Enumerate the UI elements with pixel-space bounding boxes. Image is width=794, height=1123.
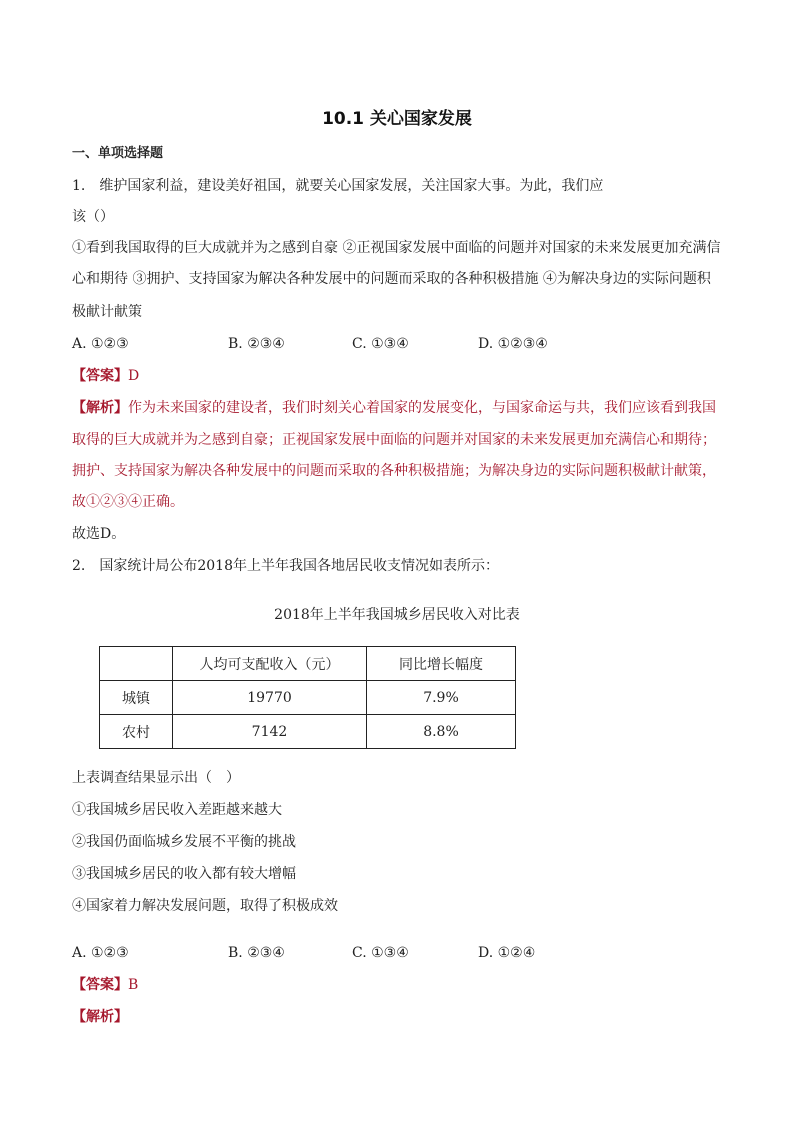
- q1-conclusion: 故选D。: [72, 526, 126, 542]
- row-income: 7142: [173, 715, 367, 749]
- q2-answer-tag: 【答案】: [72, 977, 128, 993]
- table-header-empty: [100, 647, 173, 681]
- q2-answer: [72, 975, 138, 995]
- q2-analysis-tag: 【解析】: [72, 1009, 128, 1025]
- q1-analysis-line-1: [72, 398, 716, 418]
- q1-option-a: A. ①②③: [72, 336, 129, 352]
- q2-analysis: [72, 1007, 128, 1027]
- q2-prompt: 上表调查结果显示出（ ）: [72, 770, 240, 786]
- q1-statements-line-3: 极献计献策: [72, 304, 142, 320]
- q1-stem-line-2: 该（）: [72, 209, 114, 225]
- section-heading: 一、单项选择题: [72, 146, 164, 161]
- row-growth: 7.9%: [367, 681, 516, 715]
- table-header-growth: 同比增长幅度: [367, 647, 516, 681]
- q2-stem: 2. 国家统计局公布2018年上半年我国各地居民收支情况如表所示：: [72, 558, 499, 574]
- q2-option-c: C. ①③④: [352, 945, 409, 961]
- q1-statements-line-1: ①看到我国取得的巨大成就并为之感到自豪 ②正视国家发展中面临的问题并对国家的未来发展更加充满信: [72, 240, 721, 256]
- q2-statement-4: ④国家着力解决发展问题，取得了积极成效: [72, 898, 338, 914]
- q2-option-b: B. ②③④: [228, 945, 285, 961]
- table-header-row: [100, 647, 516, 681]
- q2-statement-3: ③我国城乡居民的收入都有较大增幅: [72, 866, 296, 882]
- q1-answer-value: D: [128, 368, 140, 384]
- q1-option-c: C. ①③④: [352, 336, 409, 352]
- q2-statement-1: ①我国城乡居民收入差距越来越大: [72, 802, 282, 818]
- q1-analysis-tag: 【解析】: [72, 400, 128, 416]
- q1-stem-line-1: 1. 维护国家利益，建设美好祖国，就要关心国家发展，关注国家大事。为此，我们应: [72, 178, 604, 194]
- q1-statements-line-2: 心和期待 ③拥护、支持国家为解决各种发展中的问题而采取的各种积极措施 ④为解决身边的实际问题积: [72, 271, 711, 287]
- table-row: [100, 715, 516, 749]
- page-title: 10.1 关心国家发展: [322, 109, 472, 129]
- q1-analysis-line-3: 拥护、支持国家为解决各种发展中的问题而采取的各种积极措施；为解决身边的实际问题积极献计献策，: [72, 463, 716, 479]
- q1-analysis-line-2: 取得的巨大成就并为之感到自豪；正视国家发展中面临的问题并对国家的未来发展更加充满信心和期待；: [72, 432, 716, 448]
- q2-statement-2: ②我国仍面临城乡发展不平衡的挑战: [72, 834, 296, 850]
- row-income: 19770: [173, 681, 367, 715]
- q1-analysis-line-4: 故①②③④正确。: [72, 494, 184, 510]
- row-label: 农村: [100, 715, 173, 749]
- q2-option-d: D. ①②④: [478, 945, 536, 961]
- table-header-income: 人均可支配收入（元）: [173, 647, 367, 681]
- q2-answer-value: B: [128, 977, 139, 993]
- q2-option-a: A. ①②③: [72, 945, 129, 961]
- q1-answer-tag: 【答案】: [72, 368, 128, 384]
- q1-answer: [72, 366, 139, 386]
- q1-option-d: D. ①②③④: [478, 336, 548, 352]
- row-growth: 8.8%: [367, 715, 516, 749]
- table-caption: 2018年上半年我国城乡居民收入对比表: [274, 607, 520, 623]
- q1-option-b: B. ②③④: [228, 336, 285, 352]
- row-label: 城镇: [100, 681, 173, 715]
- table-row: [100, 681, 516, 715]
- income-table: [99, 646, 516, 749]
- q1-analysis-text-1: 作为未来国家的建设者，我们时刻关心着国家的发展变化，与国家命运与共，我们应该看到我国: [128, 400, 716, 416]
